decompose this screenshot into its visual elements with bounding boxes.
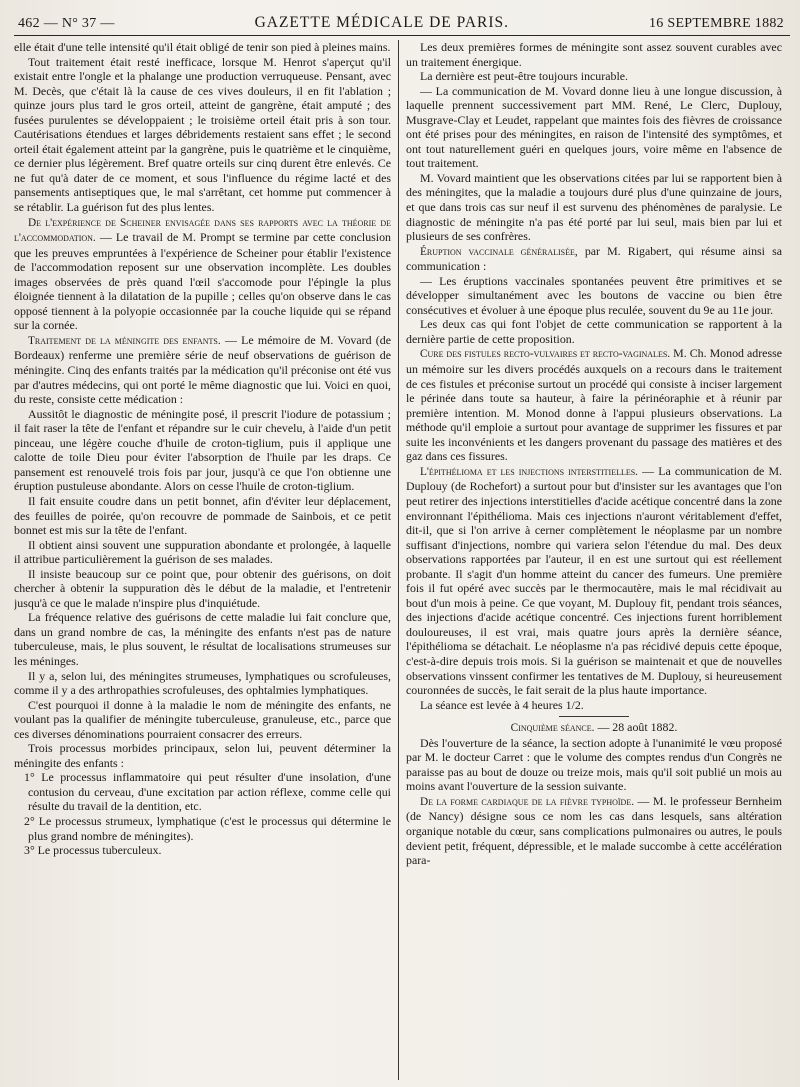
section-paragraph [14,215,391,333]
paragraph: Les deux cas qui font l'objet de cette communication se rapportent à la dernière partie de cette proposition. [406,317,782,346]
paragraph: La séance est levée à 4 heures 1/2. [420,697,584,712]
page-number-and-issue [18,16,115,32]
section-paragraph [14,333,391,407]
issue-number: — N° 37 — [43,16,115,31]
paragraph: Les deux premières formes de méningite sont assez souvent curables avec un traitement énergique. [406,40,782,69]
section-paragraph [406,346,782,463]
paragraph: M. Vovard maintient que les observations citées par lui se rapportent bien à des méningites, que la maladie a toujours duré plus d'une quinzaine de jours, et que dans trois cas sur neuf il est survenu des phénomènes de paralysie. Le diagnostic de méningite n'a pas été porté par lui seul, mais bien par lui et plusieurs de ses confrères. [406,170,782,244]
section-text: M. Ch. Monod adresse un mémoire sur les divers procédés auxquels on a recours dans le traitement de ces fistules et préconise surtout un procédé qui consiste à inciser largement le périnée dans toute sa hauteur, à faire la périnéoraphie et à réunir par première intention. M. Monod donne à l'appui plusieurs observations. La méthode qu'il emploie a surtout pour avantage de supprimer les fissures et par suite les inconvénients et les dangers provenant du passage des matières et des gaz dans ces fissures. [406,346,782,464]
paragraph: La dernière est peut-être toujours incurable. [420,69,628,84]
journal-title: GAZETTE MÉDICALE DE PARIS. [254,14,510,31]
paragraph: Il insiste beaucoup sur ce point que, pour obtenir des guérisons, on doit chercher à obtenir la suppuration dès le début de la maladie, et l'entretenir jusqu'à ce que le malade n'inspire plus d'inquiétude. [14,566,391,610]
section-text: — La communication de M. Duplouy (de Rochefort) a surtout pour but d'insister sur les avantages que l'on peut retirer des injections interstitielles d'acide acétique concentré dans la zone environnant l'épithélioma. Mais ces injections n'auront véritablement d'effet, dit-il, que si l'on arrive à cerner complètement le néoplasme par un nombre suffisant d'injections, nombre qui variera selon l'étendue du mal. Des deux observations rapportées par l'auteur, il en est une surtout qui est réellement probante. Il s'agit d'un homme atteint du cancer des fumeurs. Une première fois il fut opéré avec succès par le thermocautère, mais le mal récidivait au bout d'un mois à peine. Ce que voyant, M. Duplouy fit, pendant trois séances, des injections d'acide acétique concentré. Ces injections furent horriblement douloureuses, il est vrai, mais quatre jours après la dernière séance, l'épithélioma se détachait. Le néoplasme n'a pas récidivé depuis cette époque, c'est-à-dire depuis trois mois. Si la guérison se maintenait et que de nouvelles observations vinssent confirmer les tentatives de M. Duplouy, si heureusement couronnées de succès, le fait serait de la plus haute importance. [406,463,782,698]
section-divider [559,716,629,717]
section-paragraph [406,244,782,274]
paragraph: — Les éruptions vaccinales spontanées peuvent être primitives et se développer simultanément avec les boutons de vaccine ou bien être consécutives et évoluer à une époque plus reculée, souvent du 9e au 11e jour. [406,273,782,317]
session-heading [406,720,782,736]
paragraph: Il fait ensuite coudre dans un petit bonnet, afin d'éviter leur déplacement, des feuilles de poirée, qu'on recouvre de pommade de Sainbois, et ce petit bonnet est mis sur la tête de l'enfant. [14,493,391,538]
right-column [398,40,782,1080]
section-title: L'épithélioma et les injections interstitielles. [420,465,639,478]
page-header [14,14,790,36]
paragraph: Il obtient ainsi souvent une suppuration abondante et prolongée, à laquelle il attribue particulièrement la guérison de ses malades. [14,537,391,567]
page-number: 462 [18,16,40,31]
paragraph: Trois processus morbides principaux, selon lui, peuvent déterminer la méningite des enfants : [14,741,391,770]
paragraph: Aussitôt le diagnostic de méningite posé, il prescrit l'iodure de potassium ; il fait raser la tête de l'enfant et répandre sur le cuir chevelu, à l'aide d'un petit pinceau, une légère couche d'huile de croton-tiglium, puis il applique une calotte de toile Dieu pour éviter l'absorption de l'huile par les draps. Ce pansement est renouvelé trois fois par jour, jusqu'à ce que l'on obtienne une éruption pustuleuse abondante. Alors on cesse l'huile de croton-tiglium. [14,406,391,494]
paragraph: elle était d'une telle intensité qu'il était obligé de tenir son pied à pleines mains. [14,40,391,54]
section-paragraph [406,794,782,868]
list-item: 1° Le processus inflammatoire qui peut résulter d'une insolation, d'une contusion du cerveau, d'une excitation par action réflexe, comme celle qui résulte du travail de la dentition, etc. [24,770,391,814]
section-title: Cinquième séance. [510,722,595,735]
section-title: Cure des fistules recto-vulvaires et recto-vaginales. [420,348,671,361]
section-text: — Le mémoire de M. Vovard (de Bordeaux) renferme une première série de neuf observations de guérison de méningite. Cinq des enfants traités par la médication qu'il préconise ont été vus par d'autres médecins, qui ont porté le même diagnostic que lui. Voici en quoi, du reste, consiste cette médication : [14,332,391,407]
section-title: Traitement de la méningite des enfants. [28,334,221,347]
issue-date: 16 SEPTEMBRE 1882 [648,16,784,31]
section-text: par M. Rigabert, qui résume ainsi sa communication : [406,243,782,274]
paragraph: Dès l'ouverture de la séance, la section adopte à l'unanimité le vœu proposé par M. le docteur Carret : que le volume des comptes rendus d'un Congrès ne paraisse pas au bout de douze ou treize mois, mais qu'il soit publié un mois au moins avant l'ouverture de la session suivante. [406,735,782,794]
section-title: De l'expérience de Scheiner envisagée dans ses rapports avec la théorie de l'accommodation. [14,216,391,245]
section-text: — 28 août 1882. [594,720,678,735]
section-paragraph [406,464,782,698]
paragraph: Tout traitement était resté inefficace, lorsque M. Henrot s'aperçut qu'il existait entre l'ongle et la phalange une production verruqueuse. Pensant, avec M. Decès, que c'était là la cause de ces vives douleurs, il en fit l'ablation ; quinze jours plus tard le gros orteil, atteint de gangrène, était amputé ; des fusées purulentes se développaient ; le troisième orteil était pris à son tour. Cautérisations étendues et larges débridements restaient sans effet ; le second orteil était également atteint par la gangrène, puis le quatrième et le cinquième, ce dernier plus légèrement. Bref quatre orteils sur cinq durent être enlevés. Ce ne fut qu'à dater de ce moment, et sous l'influence du régime lacté et des pansements antiseptiques que, le mal s'arrêtant, cet homme put commencer à se rétablir. La guérison fut des plus lentes. [14,54,391,215]
section-text: — Le travail de M. Prompt se termine par cette conclusion que les preuves empruntées à l'expérience de Scheiner pour établir l'existence de l'accommodation reposent sur une observation incomplète. Les doubles images observées de près quand l'œil s'accomode pour l'épingle la plus éloignée tiennent à la dilatation de la pupille ; celles qu'on observe dans le cas opposé tiennent à la polyopie occasionnée par la couche liquide qui se répand sur la cornée. [14,230,391,333]
section-title: Éruption vaccinale généralisée, [420,245,578,258]
paragraph: C'est pourquoi il donne à la maladie le nom de méningite des enfants, ne voulant pas la qualifier de méningite tuberculeuse, granuleuse, etc., parce que ces diverses dénominations pourraient consacrer des erreurs. [14,697,391,741]
article-columns [14,40,790,1080]
left-column [14,40,398,1080]
section-text: — M. le professeur Bernheim (de Nancy) désigne sous ce nom les cas dans lesquels, sans altération organique notable du cœur, sans complications pulmonaires ou autres, le pouls devient petit, fréquent, dépressible, et le malade succombe à cette accélération para- [406,793,782,868]
paragraph: Il y a, selon lui, des méningites strumeuses, lymphatiques ou scrofuleuses, comme il y a des arthropathies scrofuleuses, des ophtalmies lymphatiques. [14,668,391,698]
paragraph: La fréquence relative des guérisons de cette maladie lui fait conclure que, dans un grand nombre de cas, la méningite des enfants n'est pas de nature tuberculeuse, mais, le plus souvent, le résultat de localisations strumeuses sur les méninges. [14,610,391,668]
list-item: 3° Le processus tuberculeux. [24,843,162,858]
list-item: 2° Le processus strumeux, lymphatique (c'est le processus qui détermine le plus grand nombre de méningites). [24,813,391,843]
section-title: De la forme cardiaque de la fièvre typhoïde. [420,795,635,808]
paragraph: — La communication de M. Vovard donne lieu à une longue discussion, à laquelle prennent successivement part MM. René, Le Clerc, Duplouy, Musgrave-Clay et Leudet, rappelant que maintes fois des fièvres de croissance ont été prises pour des méningites, en raison de l'intensité des symptômes, et ont tout naturellement guéri en quelques jours, voire même en l'absence de tout traitement. [406,83,782,171]
